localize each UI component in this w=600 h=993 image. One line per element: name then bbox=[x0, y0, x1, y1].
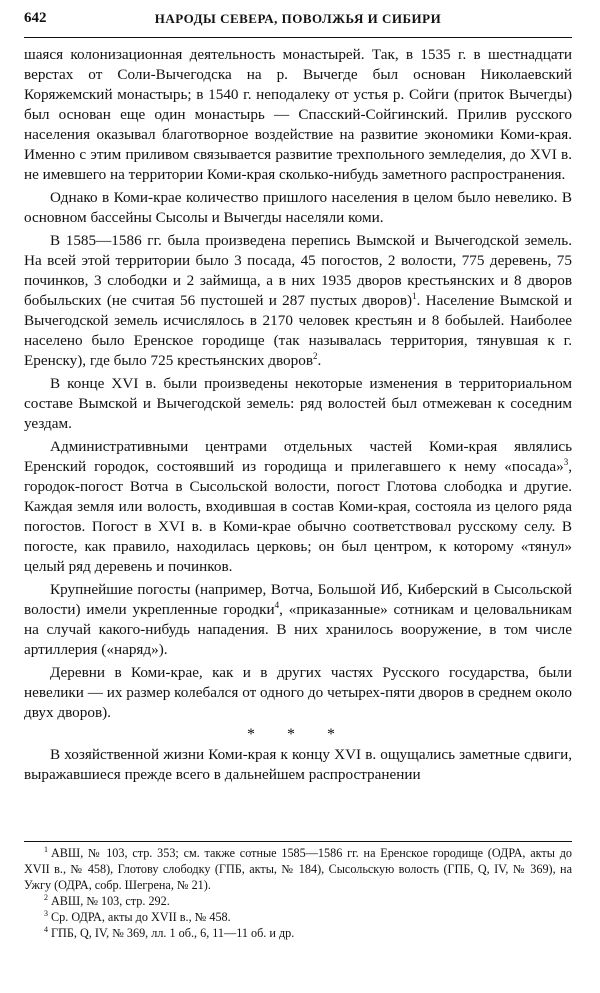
footnote: $^3$ Ср. ОДРА, акты до XVII в., № 458. bbox=[44, 908, 231, 924]
footnote-mark: 1 bbox=[44, 844, 48, 854]
footnotes bbox=[24, 845, 572, 941]
page-header bbox=[24, 8, 572, 34]
footnote-ref[interactable]: 2 bbox=[313, 350, 318, 361]
footnote-mark: 4 bbox=[44, 924, 48, 934]
paragraph: Однако в Коми-крае количество пришлого населения в целом было невелико. В основном бассейны Сысолы и Вычегды населяли коми. bbox=[24, 189, 572, 226]
footnote-mark: 3 bbox=[44, 908, 48, 918]
header-rule bbox=[24, 37, 572, 38]
footnote: $^1$ АВШ, № 103, стр. 353; см. также сотные 1585—1586 гг. на Еренское городище (ОДРА, акты до XVII в., № 458), Глотову слободку (ГПБ, акты, № 184), Сысольскую волость (ГПБ, Q, IV, № 369), на Ужгу (ОДРА, собр. Шегрена, № 21). bbox=[24, 844, 572, 892]
paragraph: В 1585—1586 гг. была произведена перепись Вымской и Вычегодской земель. На всей этой территории было 3 посада, 45 погостов, 2 волости, 775 деревень, 75 починков, 3 слободки и 2 займища, а в них 1935 дворов крестьянских и 8 дворов бобыльских (не считая 56 пустошей и 287 пустых дворов)$^1$. Население Вымской и Вычегодской земель исчислялось в 2170 человек крестьян и 8 бобылей. Наиболее населено было Еренское городище (так называлась территория, тянувшая к г. Еренску), где было 725 крестьянских дворов$^2$. bbox=[24, 232, 572, 369]
paragraph: В конце XVI в. были произведены некоторые изменения в территориальном составе Вымской и Вычегодской земель: ряд волостей был отмежеван к соседним уездам. bbox=[24, 375, 572, 432]
page-number: 642 bbox=[24, 10, 47, 26]
running-title: НАРОДЫ СЕВЕРА, ПОВОЛЖЬЯ И СИБИРИ bbox=[154, 11, 442, 26]
footnote-rule bbox=[24, 841, 572, 842]
section-separator: * * * bbox=[247, 726, 349, 743]
paragraph: Крупнейшие погосты (например, Вотча, Большой Иб, Киберский в Сысольской волости) имели укрепленные городки$^4$, «приказанные» сотникам и целовальникам на случай какого-нибудь нападения. В них хранилось вооружение, в том числе артиллерия («наряд»). bbox=[24, 581, 572, 658]
paragraph: В хозяйственной жизни Коми-края к концу XVI в. ощущались заметные сдвиги, выражавшиеся прежде всего в дальнейшем распространении bbox=[24, 746, 572, 783]
footnote: $^2$ АВШ, № 103, стр. 292. bbox=[44, 892, 170, 908]
footnote-ref[interactable]: 3 bbox=[563, 456, 569, 467]
paragraph: Административными центрами отдельных частей Коми-края являлись Еренский городок, состоявший из городища и прилегавшего к нему «посада»$^3$, городок-погост Вотча в Сысольской волости, погост Глотова слободка и другие. Каждая земля или волость, входившая в состав Коми-края, состояла из целого ряда погостов. Погост в XVI в. в Коми-крае обычно соответствовал русскому селу. В погосте, как правило, находилась церковь; он был центром, к которому «тянул» целый ряд деревень и починков. bbox=[24, 438, 572, 575]
paragraph: шаяся колонизационная деятельность монастырей. Так, в 1535 г. в шестнадцати верстах от Соли-Вычегодска на р. Вычегде был основан Николаевский Коряжемский монастырь; в 1540 г. неподалеку от устья р. Сойги (приток Вычегды) был основан еще один монастырь — Спасский-Сойгинский. Прилив русского населения оказывал благотворное воздействие на развитие экономики Коми-края. Именно с этим приливом связывается развитие трехпольного земледелия, до XVI в. не имевшего на территории Коми-края сколько-нибудь заметного распространения. bbox=[24, 46, 572, 183]
footnote-ref[interactable]: 1 bbox=[412, 290, 417, 301]
paragraph: Деревни в Коми-крае, как и в других частях Русского государства, были невелики — их размер колебался от одного до четырех-пяти дворов в среднем около двух дворов). bbox=[24, 664, 572, 721]
main-text bbox=[24, 45, 572, 788]
footnote-ref[interactable]: 4 bbox=[274, 599, 280, 610]
footnote-mark: 2 bbox=[44, 892, 48, 902]
footnote: $^4$ ГПБ, Q, IV, № 369, лл. 1 об., 6, 11—11 об. и др. bbox=[44, 924, 295, 940]
